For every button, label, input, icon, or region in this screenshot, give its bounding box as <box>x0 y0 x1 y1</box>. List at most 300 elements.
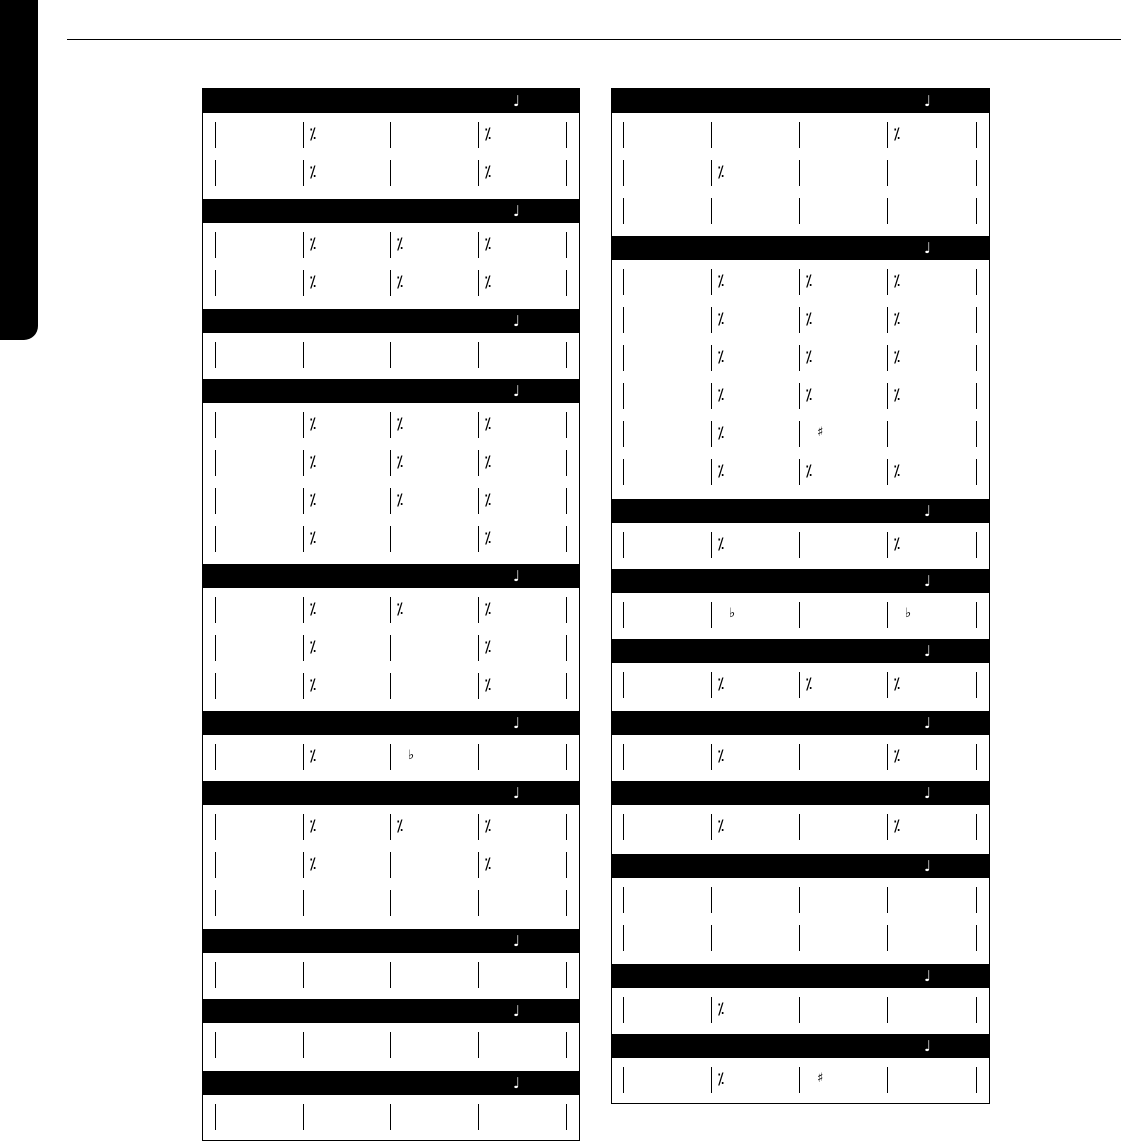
chord-chart-panel-right <box>611 88 990 1104</box>
repeat-measure-icon: ⁒ <box>717 347 725 366</box>
section-header-bar <box>612 1034 989 1058</box>
barline <box>887 198 888 224</box>
barline <box>215 412 216 438</box>
barline <box>623 160 624 186</box>
measure-row <box>203 520 579 558</box>
tempo-note-icon: ♩ <box>513 932 521 950</box>
section-header-bar <box>612 964 989 988</box>
section-header-bar <box>203 929 579 953</box>
repeat-measure-icon: ⁒ <box>717 461 725 480</box>
barline <box>390 232 391 258</box>
repeat-measure-icon: ⁒ <box>484 599 492 618</box>
barline <box>303 412 304 438</box>
measure-row <box>203 482 579 520</box>
barline <box>390 450 391 476</box>
barline <box>887 421 888 447</box>
barline <box>303 1032 304 1058</box>
barline <box>390 597 391 623</box>
measure-row <box>203 116 579 154</box>
barline <box>478 814 479 840</box>
barline <box>887 602 888 628</box>
barline <box>566 412 567 438</box>
barline <box>390 270 391 296</box>
barline <box>799 269 800 295</box>
barline <box>566 122 567 148</box>
repeat-measure-icon: ⁒ <box>893 347 901 366</box>
repeat-measure-icon: ⁒ <box>396 414 404 433</box>
barline <box>976 383 977 409</box>
barline <box>711 814 712 840</box>
repeat-measure-icon: ⁒ <box>484 675 492 694</box>
measure-row <box>612 1061 989 1099</box>
barline <box>887 122 888 148</box>
section-header-bar <box>203 564 579 588</box>
barline <box>799 160 800 186</box>
barline <box>887 887 888 913</box>
barline <box>711 997 712 1023</box>
barline <box>799 1067 800 1093</box>
measure-row <box>612 526 989 564</box>
barline <box>303 890 304 916</box>
tempo-note-icon: ♩ <box>513 312 521 330</box>
barline <box>976 744 977 770</box>
repeat-measure-icon: ⁒ <box>484 816 492 835</box>
barline <box>711 307 712 333</box>
barline <box>215 160 216 186</box>
repeat-measure-icon: ⁒ <box>893 674 901 693</box>
section-header-bar <box>612 569 989 593</box>
barline <box>390 962 391 988</box>
measure-row <box>612 415 989 453</box>
barline <box>799 383 800 409</box>
barline <box>623 925 624 951</box>
repeat-measure-icon: ⁒ <box>893 746 901 765</box>
barline <box>887 345 888 371</box>
repeat-measure-icon: ⁒ <box>717 999 725 1018</box>
barline <box>711 122 712 148</box>
tempo-note-icon: ♩ <box>924 92 932 110</box>
barline <box>799 744 800 770</box>
barline <box>976 421 977 447</box>
repeat-measure-icon: ⁒ <box>396 490 404 509</box>
barline <box>303 342 304 368</box>
barline <box>887 459 888 485</box>
header-rule <box>67 39 1121 40</box>
barline <box>478 488 479 514</box>
measure-row <box>203 846 579 884</box>
section-header-bar <box>612 499 989 523</box>
barline <box>215 597 216 623</box>
barline <box>478 597 479 623</box>
barline <box>215 342 216 368</box>
measure-row <box>612 301 989 339</box>
section-header-bar <box>203 199 579 223</box>
section-header-bar <box>612 781 989 805</box>
barline <box>623 345 624 371</box>
barline <box>623 198 624 224</box>
measure-row <box>203 591 579 629</box>
measure-row <box>203 1026 579 1064</box>
section-header-bar <box>612 639 989 663</box>
repeat-measure-icon: ⁒ <box>309 816 317 835</box>
tempo-note-icon: ♩ <box>513 1074 521 1092</box>
tempo-note-icon: ♩ <box>513 1002 521 1020</box>
sharp-icon: ♯ <box>817 425 824 440</box>
barline <box>976 269 977 295</box>
barline <box>976 459 977 485</box>
measure-row <box>203 226 579 264</box>
repeat-measure-icon: ⁒ <box>484 414 492 433</box>
barline <box>478 1104 479 1130</box>
barline <box>799 814 800 840</box>
barline <box>976 307 977 333</box>
barline <box>887 160 888 186</box>
measure-row <box>612 377 989 415</box>
barline <box>976 814 977 840</box>
barline <box>215 890 216 916</box>
barline <box>215 1032 216 1058</box>
repeat-measure-icon: ⁒ <box>893 124 901 143</box>
barline <box>566 450 567 476</box>
barline <box>976 887 977 913</box>
measure-row <box>203 336 579 374</box>
tempo-note-icon: ♩ <box>924 857 932 875</box>
barline <box>711 421 712 447</box>
barline <box>478 635 479 661</box>
barline <box>303 526 304 552</box>
barline <box>566 1104 567 1130</box>
repeat-measure-icon: ⁒ <box>717 1069 725 1088</box>
barline <box>390 342 391 368</box>
barline <box>799 672 800 698</box>
measure-row <box>203 956 579 994</box>
measure-row <box>203 738 579 776</box>
barline <box>887 997 888 1023</box>
barline <box>566 232 567 258</box>
barline <box>887 744 888 770</box>
barline <box>887 269 888 295</box>
barline <box>215 962 216 988</box>
barline <box>303 635 304 661</box>
barline <box>711 744 712 770</box>
repeat-measure-icon: ⁒ <box>309 272 317 291</box>
barline <box>799 198 800 224</box>
measure-row <box>203 154 579 192</box>
barline <box>887 383 888 409</box>
barline <box>623 1067 624 1093</box>
barline <box>566 1032 567 1058</box>
barline <box>566 852 567 878</box>
repeat-measure-icon: ⁒ <box>484 528 492 547</box>
repeat-measure-icon: ⁒ <box>717 746 725 765</box>
chapter-edge-tab <box>0 0 38 340</box>
measure-row <box>612 263 989 301</box>
measure-row <box>203 444 579 482</box>
tempo-note-icon: ♩ <box>924 239 932 257</box>
repeat-measure-icon: ⁒ <box>805 309 813 328</box>
repeat-measure-icon: ⁒ <box>805 271 813 290</box>
barline <box>711 383 712 409</box>
section-header-bar <box>203 89 579 113</box>
barline <box>623 383 624 409</box>
barline <box>799 122 800 148</box>
barline <box>390 412 391 438</box>
tempo-note-icon: ♩ <box>513 784 521 802</box>
barline <box>478 412 479 438</box>
barline <box>303 597 304 623</box>
barline <box>623 744 624 770</box>
repeat-measure-icon: ⁒ <box>717 534 725 553</box>
barline <box>976 602 977 628</box>
repeat-measure-icon: ⁒ <box>484 854 492 873</box>
measure-row <box>612 991 989 1029</box>
barline <box>215 814 216 840</box>
barline <box>303 962 304 988</box>
measure-row <box>203 406 579 444</box>
measure-row <box>612 116 989 154</box>
barline <box>478 232 479 258</box>
barline <box>799 459 800 485</box>
barline <box>566 270 567 296</box>
barline <box>303 1104 304 1130</box>
section-header-bar <box>203 309 579 333</box>
barline <box>390 635 391 661</box>
tempo-note-icon: ♩ <box>924 1037 932 1055</box>
barline <box>215 852 216 878</box>
barline <box>566 673 567 699</box>
section-header-bar <box>612 236 989 260</box>
barline <box>215 744 216 770</box>
repeat-measure-icon: ⁒ <box>805 461 813 480</box>
tempo-note-icon: ♩ <box>924 714 932 732</box>
repeat-measure-icon: ⁒ <box>309 675 317 694</box>
repeat-measure-icon: ⁒ <box>893 385 901 404</box>
barline <box>711 925 712 951</box>
barline <box>478 342 479 368</box>
measure-row <box>203 884 579 922</box>
repeat-measure-icon: ⁒ <box>484 272 492 291</box>
section-header-bar <box>203 781 579 805</box>
barline <box>799 421 800 447</box>
section-header-bar <box>203 1071 579 1095</box>
barline <box>303 673 304 699</box>
repeat-measure-icon: ⁒ <box>717 674 725 693</box>
barline <box>887 925 888 951</box>
barline <box>478 890 479 916</box>
barline <box>303 814 304 840</box>
barline <box>566 962 567 988</box>
tempo-note-icon: ♩ <box>924 642 932 660</box>
barline <box>478 1032 479 1058</box>
repeat-measure-icon: ⁒ <box>309 124 317 143</box>
repeat-measure-icon: ⁒ <box>396 599 404 618</box>
repeat-measure-icon: ⁒ <box>805 385 813 404</box>
barline <box>390 1032 391 1058</box>
flat-icon: ♭ <box>408 748 415 763</box>
barline <box>711 269 712 295</box>
repeat-measure-icon: ⁒ <box>717 271 725 290</box>
measure-row <box>203 808 579 846</box>
barline <box>976 532 977 558</box>
tempo-note-icon: ♩ <box>513 202 521 220</box>
repeat-measure-icon: ⁒ <box>309 528 317 547</box>
barline <box>566 526 567 552</box>
barline <box>478 122 479 148</box>
barline <box>623 421 624 447</box>
barline <box>976 122 977 148</box>
section-header-bar <box>612 89 989 113</box>
barline <box>566 814 567 840</box>
tempo-note-icon: ♩ <box>513 92 521 110</box>
repeat-measure-icon: ⁒ <box>309 234 317 253</box>
barline <box>623 307 624 333</box>
barline <box>711 532 712 558</box>
barline <box>303 232 304 258</box>
barline <box>799 602 800 628</box>
barline <box>976 345 977 371</box>
barline <box>566 744 567 770</box>
barline <box>478 673 479 699</box>
barline <box>623 887 624 913</box>
barline <box>799 307 800 333</box>
barline <box>976 925 977 951</box>
barline <box>303 488 304 514</box>
barline <box>215 1104 216 1130</box>
repeat-measure-icon: ⁒ <box>484 162 492 181</box>
barline <box>799 532 800 558</box>
tempo-note-icon: ♩ <box>513 714 521 732</box>
barline <box>215 232 216 258</box>
section-header-bar <box>203 711 579 735</box>
barline <box>390 526 391 552</box>
barline <box>215 270 216 296</box>
measure-row <box>612 339 989 377</box>
barline <box>623 459 624 485</box>
repeat-measure-icon: ⁒ <box>484 490 492 509</box>
barline <box>478 450 479 476</box>
measure-row <box>203 264 579 302</box>
barline <box>478 852 479 878</box>
repeat-measure-icon: ⁒ <box>805 347 813 366</box>
barline <box>390 160 391 186</box>
barline <box>566 342 567 368</box>
section-header-bar <box>612 854 989 878</box>
barline <box>566 597 567 623</box>
barline <box>215 526 216 552</box>
sharp-icon: ♯ <box>817 1071 824 1086</box>
barline <box>711 345 712 371</box>
repeat-measure-icon: ⁒ <box>717 309 725 328</box>
measure-row <box>203 629 579 667</box>
barline <box>976 1067 977 1093</box>
barline <box>303 744 304 770</box>
barline <box>799 997 800 1023</box>
repeat-measure-icon: ⁒ <box>309 490 317 509</box>
measure-row <box>612 881 989 919</box>
barline <box>478 270 479 296</box>
barline <box>976 198 977 224</box>
barline <box>799 345 800 371</box>
barline <box>711 160 712 186</box>
measure-row <box>612 596 989 634</box>
barline <box>623 122 624 148</box>
barline <box>887 1067 888 1093</box>
repeat-measure-icon: ⁒ <box>893 271 901 290</box>
barline <box>390 673 391 699</box>
tempo-note-icon: ♩ <box>924 967 932 985</box>
barline <box>390 488 391 514</box>
repeat-measure-icon: ⁒ <box>484 452 492 471</box>
repeat-measure-icon: ⁒ <box>717 423 725 442</box>
barline <box>478 962 479 988</box>
measure-row <box>612 154 989 192</box>
repeat-measure-icon: ⁒ <box>893 816 901 835</box>
tempo-note-icon: ♩ <box>924 784 932 802</box>
repeat-measure-icon: ⁒ <box>805 674 813 693</box>
barline <box>215 122 216 148</box>
repeat-measure-icon: ⁒ <box>893 309 901 328</box>
barline <box>623 269 624 295</box>
barline <box>303 852 304 878</box>
barline <box>623 997 624 1023</box>
repeat-measure-icon: ⁒ <box>717 385 725 404</box>
measure-row <box>203 667 579 705</box>
barline <box>976 997 977 1023</box>
barline <box>799 925 800 951</box>
barline <box>976 672 977 698</box>
measure-row <box>612 666 989 704</box>
barline <box>478 526 479 552</box>
repeat-measure-icon: ⁒ <box>396 272 404 291</box>
barline <box>390 122 391 148</box>
tempo-note-icon: ♩ <box>924 502 932 520</box>
repeat-measure-icon: ⁒ <box>309 414 317 433</box>
barline <box>303 270 304 296</box>
barline <box>215 673 216 699</box>
repeat-measure-icon: ⁒ <box>396 816 404 835</box>
barline <box>711 459 712 485</box>
repeat-measure-icon: ⁒ <box>396 234 404 253</box>
barline <box>566 890 567 916</box>
tempo-note-icon: ♩ <box>513 567 521 585</box>
barline <box>478 160 479 186</box>
barline <box>711 602 712 628</box>
barline <box>623 532 624 558</box>
barline <box>390 814 391 840</box>
repeat-measure-icon: ⁒ <box>309 746 317 765</box>
repeat-measure-icon: ⁒ <box>484 124 492 143</box>
barline <box>887 532 888 558</box>
barline <box>566 488 567 514</box>
repeat-measure-icon: ⁒ <box>893 534 901 553</box>
repeat-measure-icon: ⁒ <box>717 162 725 181</box>
repeat-measure-icon: ⁒ <box>893 461 901 480</box>
barline <box>976 160 977 186</box>
barline <box>390 744 391 770</box>
barline <box>390 852 391 878</box>
barline <box>303 450 304 476</box>
barline <box>887 814 888 840</box>
measure-row <box>203 1098 579 1136</box>
repeat-measure-icon: ⁒ <box>484 234 492 253</box>
barline <box>623 602 624 628</box>
barline <box>566 635 567 661</box>
tempo-note-icon: ♩ <box>924 572 932 590</box>
barline <box>623 814 624 840</box>
section-header-bar <box>203 999 579 1023</box>
barline <box>215 635 216 661</box>
measure-row <box>612 919 989 957</box>
